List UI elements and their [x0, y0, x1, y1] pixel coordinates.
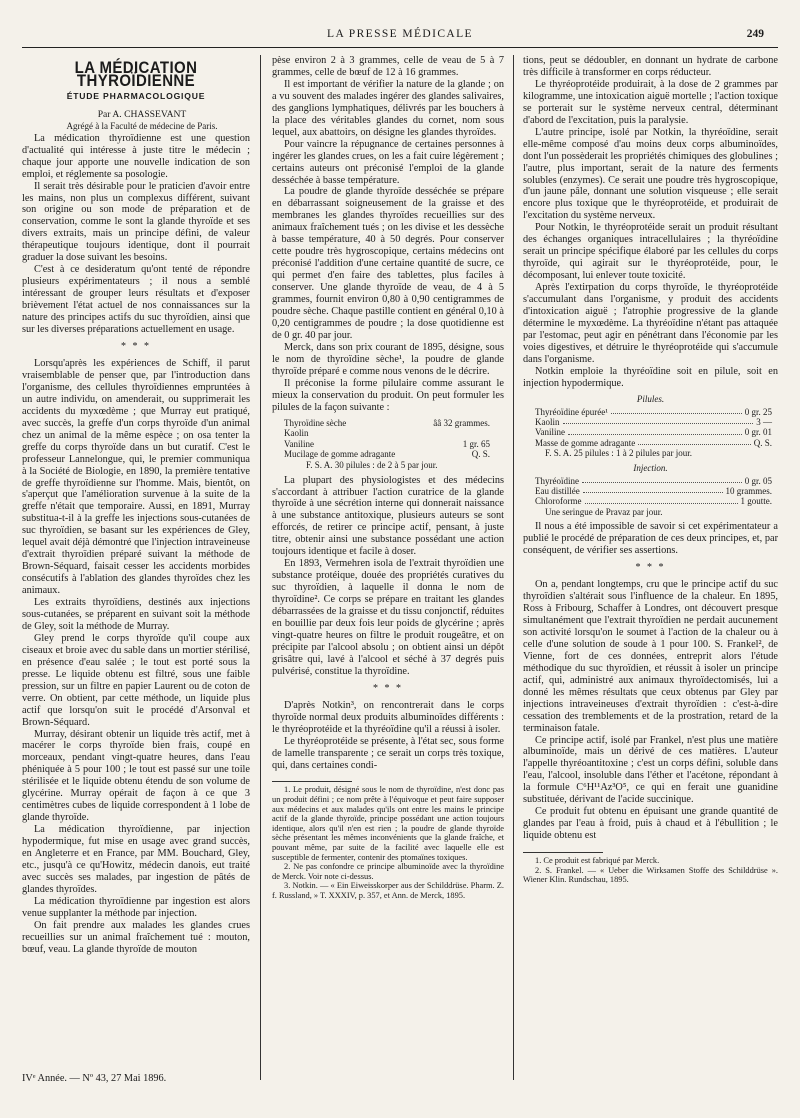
section-separator: * * *	[121, 340, 151, 352]
paragraph: On a, pendant longtemps, cru que le principe actif du suc thyroïdien s'altérait sous l'influence de la chaleur. En 1895, Ross à Fribourg, Schaffer à Londres, ont découvert presque simultanément que l'extrait thyroïdien ne perdait aucunement son activité lorsqu'on le soumet à l'action de la chaleur ou à celle d'une solution de soude à 1 pour 100. S. Frankel², de Vienne, fort de ces données, entreprit alors l'étude méthodique du suc thyroïdien, et réussit à isoler un principe actif, qui, administré aux animaux thyroïdectomisés, lui a donné les mêmes résultats que ceux obtenus par Gley par injections intraveineuses d'extrait thyroïdien : c'est-à-dire cessation des tremblements et de la prostration, retard de la terminaison fatale.	[523, 579, 778, 734]
footnote-rule	[523, 852, 603, 853]
formula-row	[284, 439, 504, 450]
footnote: 2. S. Frankel. — « Ueber die Wirksamen Stoffe des Schilddrüse ». Wiener Klin. Rundschau, 1895.	[523, 865, 778, 885]
quantity: 0 gr. 25	[744, 406, 772, 417]
leader-dots	[583, 486, 723, 493]
paragraph: La médication thyroïdienne est une question d'actualité qui intéresse à juste titre le médecin ; chaque jour apporte une nouvelle indication de son emploi, et réglemente sa posologie.	[22, 132, 250, 180]
paragraph: Il serait très désirable pour le praticien d'avoir entre les mains, non plus un complexus différent, suivant son origine ou son mode de préparation et de conservation, comme le sont la glande thyroïde et ses divers extraits, mais un principe défini, de valeur thérapeutique toujours identique, dont il pourrait graduer la dose suivant les besoins.	[22, 180, 250, 264]
quantity: 3 —	[756, 417, 772, 428]
paragraph: Il est important de vérifier la nature de la glande ; on a vu souvent des malades ingérer des glandes salivaires, des ganglions lymphatiques, délivrés par les bouchers à la place des véritables glandes du cornet, nom sous lequel, aux abattoirs, on désigne les glandes thyroïdes.	[272, 78, 504, 138]
paragraph: tions, peut se dédoubler, en donnant un hydrate de carbone très difficile à transformer en corps réducteur.	[523, 55, 778, 78]
paragraph: Après l'extirpation du corps thyroïde, le thyréoprotéide s'accumulant dans l'organisme, y produit des accidents d'intoxication aiguë ; l'atrophie progressive de la glande détermine le myxœdème. La thyréoïdine n'étant pas attaquée par l'estomac, peut agir en pénétrant dans l'économie par les voies digestives, et détruire le thyréoprotéide qui s'accumule dans l'organisme.	[523, 282, 778, 365]
formula-quantity: 1 gr. 65	[462, 438, 490, 449]
ingredient: Eau distillée	[535, 486, 580, 497]
formula-ingredient: Vaniline	[284, 438, 314, 449]
paragraph: La médication thyroïdienne par ingestion est alors venue supplanter la méthode par injection.	[22, 895, 250, 919]
formula-brace-value: ââ 32 grammes.	[433, 417, 490, 428]
paragraph: Notkin emploie la thyréoïdine soit en pilule, soit en injection hypodermique.	[523, 365, 778, 389]
leader-dots	[585, 496, 738, 503]
ingredient: Kaolin	[535, 417, 560, 428]
column-3	[523, 55, 778, 1080]
paragraph: L'autre principe, isolé par Notkin, la thyréoïdine, serait elle-même composé d'au moins deux corps albuminoïdes, dont l'un possèderait les propriétés chimiques des globulines ; l'autre, plus important, serait de la nature des ferments solubles (enzymes). Ce serait une poudre très hygroscopique, d'un jaune pâle, donnant une solution visqueuse ; elle serait encore plus toxique que le thyréoprotéide, et produirait de l'excitation du système nerveux.	[523, 126, 778, 222]
footnote: 1. Ce produit est fabriqué par Merck.	[535, 856, 660, 866]
running-title: LA PRESSE MÉDICALE	[327, 28, 473, 40]
formula-row	[284, 449, 504, 460]
paragraph: Pour vaincre la répugnance de certaines personnes à ingérer les glandes crues, on les a fait cuire légèrement ; certains auteurs ont préconisé l'emploi de la glande desséchée à basse température.	[272, 138, 504, 186]
paragraph: Il préconise la forme pilulaire comme assurant le mieux la conservation du produit. On peut formuler les pilules de la façon suivante :	[272, 377, 504, 413]
issue-footer: IVᵉ Année. — Nº 43, 27 Mai 1896.	[22, 1073, 172, 1084]
paragraph: Les extraits thyroïdiens, destinés aux injections sous-cutanées, se préparent en suivant soit la méthode de Gley, soit la méthode de Murray.	[22, 597, 250, 632]
injection-note: Une seringue de Pravaz par jour.	[545, 506, 663, 517]
pilules-row	[535, 417, 772, 427]
article-title: LA MÉDICATION THYROÏDIENNE	[74, 58, 198, 91]
formula-row	[284, 428, 504, 439]
column-1	[22, 55, 250, 1080]
paragraph: En 1893, Vermehren isola de l'extrait thyroïdien une substance protéique, douée des propriétés curatives du suc thyroïdien, à laquelle il donna le nom de thyroïdine². Ce corps se prépare en traitant les glandes débarrassées de la graisse et du tissu conjonctif, réduites en bouillie par deux fois leur poids de glycérine ; après vingt-quatre heures on filtre le produit rougeâtre, et on précipite par l'alcool absolu ; on obtient ainsi un dépôt grisâtre qui, lavé à l'alcool et séché à 37 degrés puis pulvérisé, constitue la thyroïdine.	[272, 558, 504, 677]
paragraph: Il nous a été impossible de savoir si cet expérimentateur a publié le procédé de préparation de ces deux principes, et, par conséquent, de vérifier ses assertions.	[523, 521, 778, 557]
paragraph: Le thyréoprotéide produirait, à la dose de 2 grammes par kilogramme, une intoxication aiguë mortelle ; l'action toxique se porterait sur le système nerveux central, déterminant d'abord de l'excitation, puis la paralysie.	[523, 78, 778, 126]
section-separator: * * *	[635, 562, 666, 574]
formula-ingredient: Thyroïdine sèche	[284, 417, 347, 428]
paragraph: Pour Notkin, le thyréoprotéide serait un produit résultant des échanges organiques intracellulaires ; la thyréoïdine serait un principe spécifique élaboré par les cellules du corps thyroïde, qui agirait sur le thyréoprotéide, pour, le décomposant, lui enlever toute toxicité.	[523, 222, 778, 282]
column-divider	[513, 55, 514, 1080]
leader-dots	[638, 438, 751, 445]
formula-quantity: Q. S.	[471, 449, 490, 460]
quantity: Q. S.	[753, 437, 772, 448]
leader-dots	[582, 476, 742, 483]
paragraph: Lorsqu'après les expériences de Schiff, il parut vraisemblable de penser que, par l'introduction dans l'organisme, des cellules thyroïdiennes empruntées à un autre individu, on amenderait, ou supprimerait les accidents du myxœdème ; que Murray eut pratiqué, avec succès, la greffe d'un corps thyroïde d'un animal chez un animal de la même espèce ; on osa tenter la greffe du corps thyroïde dans un but curatif. C'est le professeur Lannelongue, qui, le premier communiqua à la Société de Biologie, en 1890, la première tentative de greffe thyroïdienne sur l'homme. Mais, bientôt, on s'aperçut que l'amélioration survenue à la suite de la greffe n'était que temporaire. Aussi, en 1891, Murray substitua-t-il à la greffe les injections sous-cutanées de suc thyroïdien, se basant sur les expériences de Gley, lequel avait déjà démontré que l'injection intraveineuse d'extrait thyroïdien préparé suivant la méthode de Brown-Séquard, faisait cesser les accidents morbides consécutifs à l'ablation des glandes thyroïdes chez les animaux.	[22, 357, 250, 597]
injection-title: Injection.	[633, 462, 668, 473]
quantity: 1 goutte.	[740, 496, 772, 507]
paragraph: On fait prendre aux malades les glandes crues recueillies sur un animal fraîchement tué : mouton, bœuf, veau. La glande thyroïde de mouton	[22, 919, 250, 955]
paragraph: Le thyréoprotéide se présente, à l'état sec, sous forme de lamelle transparente ; ce serait un corps très toxique, qui, dans certaines condi-	[272, 735, 504, 771]
injection-row	[535, 496, 772, 506]
quantity: 0 gr. 01	[744, 427, 772, 438]
pilules-row	[535, 427, 772, 437]
paragraph: Ce produit fut obtenu en épuisant une grande quantité de glandes par l'eau à froid, puis à chaud et à l'ébullition ; le liquide obtenu est	[523, 806, 778, 842]
column-2	[272, 55, 504, 1080]
injection-row	[535, 486, 772, 496]
column-divider	[260, 55, 261, 1080]
section-separator: * * *	[373, 682, 403, 694]
paragraph: La plupart des physiologistes et des médecins s'accordant à attribuer l'action curatrice de la glande thyroïde à une sécrétion interne qui donnerait naissance à une substance antitoxique, plusieurs auteurs se sont efforcés, de retirer ce principe actif, pensant, à juste titre, obtenir ainsi une substance possédant une action toujours identique et facile à doser.	[272, 474, 504, 558]
ingredient: Thyréoïdine épurée¹	[535, 406, 608, 417]
formula-row	[284, 418, 504, 429]
injection-row	[535, 476, 772, 486]
ingredient: Masse de gomme adragante	[535, 437, 636, 448]
quantity: 10 grammes.	[725, 486, 772, 497]
article-affiliation: Agrégé à la Faculté de médecine de Paris.	[66, 120, 218, 131]
running-header	[0, 28, 800, 44]
footnote: 3. Notkin. — « Ein Eiweisskorper aus der Schilddrüse. Pharm. Z. f. Russland, » T. XXXIV, p. 357, et Ann. de Merck, 1895.	[272, 881, 504, 901]
paragraph: pèse environ 2 à 3 grammes, celle de veau de 5 à 7 grammes, celle de bœuf de 12 à 16 grammes.	[272, 55, 504, 78]
formula-ingredient: Mucilage de gomme adragante	[284, 449, 396, 460]
article-author: Par A. CHASSEVANT	[97, 108, 187, 120]
paragraph: C'est à ce desideratum qu'ont tenté de répondre plusieurs expérimentateurs ; il nous a semblé intéressant de grouper leurs résultats et d'exposer brièvement l'état actuel de nos connaissances sur la nature des principes actifs du suc thyroïdien, ainsi que sur les diverses préparations actuellement en usage.	[22, 264, 250, 336]
footnote: 2. Ne pas confondre ce principe albuminoïde avec la thyroïdine de Merck. Voir note ci-dessus.	[272, 862, 504, 881]
paragraph: La poudre de glande thyroïde desséchée se prépare en débarrassant soigneusement de la graisse et des membranes les glandes thyroïdes recueillies sur des animaux fraîchement tués ; on les divise et les dessèche à basse température, 40 à 50 degrés. Pour conserver cette poudre très hygroscopique, certains médecins ont préconisé l'addition d'une certaine quantité de sucre, ce qui permet d'en faire des tablettes, plus faciles à conserver. Une glande thyroïde de veau, de 4 à 5 grammes, fournit environ 0,80 à 0,90 centigrammes de poudre sèche. Chaque pastille contient en général 0,10 à 0,20 centigrammes de poudre ; la dose quotidienne est de 0 gr. 40 par jour.	[272, 186, 504, 341]
pilules-note: F. S. A. 25 pilules : 1 à 2 pilules par jour.	[545, 448, 693, 459]
paragraph: D'après Notkin³, on rencontrerait dans le corps thyroïde normal deux produits albuminoïdes différents : le thyréoprotéide et la thyréoïdine qu'il a réussi à isoler.	[272, 699, 504, 735]
paragraph: Ce principe actif, isolé par Frankel, n'est plus une matière albuminoïde, mais un dérivé de ces matières. L'auteur l'appelle thyréoantitoxine ; c'est un corps défini, soluble dans l'eau, l'alcool, insoluble dans l'éther et l'acétone, répondant à la formule C⁶H¹¹Az³O⁵, ce qui en ferait une guanidine substituée, dérivant de l'acide succinique.	[523, 734, 778, 806]
pilules-title: Pilules.	[636, 393, 665, 404]
paragraph: Murray, désirant obtenir un liquide très actif, met à macérer le corps thyroïde bien frais, coupé en morceaux, pendant vingt-quatre heures, dans l'eau phéniquée à 5 pour 100 ; le tout est passé sur une toile stérilisée et le liquide obtenu étendu de son volume de glycérine. Murray opérait de façon à ce que 3 centimètres cubes de liquide correspondent à 1 lobe de glande thyroïde.	[22, 728, 250, 824]
paragraph: La médication thyroïdienne, par injection hypodermique, fut mise en usage avec grand succès, en Angleterre et en France, par MM. Bouchard, Gley, etc., jusqu'à ce qu'Howitz, médecin danois, eut traité avec succès ses malades, par ingestion de pâtés de glandes thyroïdes.	[22, 824, 250, 895]
quantity: 0 gr. 05	[744, 475, 772, 486]
footnote-rule	[272, 781, 352, 782]
formula-ingredient: Kaolin	[284, 428, 309, 439]
leader-dots	[611, 407, 742, 414]
article-subtitle: ÉTUDE PHARMACOLOGIQUE	[66, 90, 206, 101]
page-number: 249	[746, 28, 764, 40]
ingredient: Thyréoïdine	[535, 475, 579, 486]
pill-formula	[284, 418, 504, 471]
paragraph: Gley prend le corps thyroïde qu'il coupe aux ciseaux et broie avec du sable dans un mortier stérilisé, en présence d'eau salée ; le tout est porté sous la presse. Le liquide obtenu est filtré, sous une faible pression, sur un filtre en papier Laurent ou de coton de verre. On obtient, par cette méthode, un liquide plus actif que lorsqu'on suit le procédé d'Arsonval et Brown-Séquard.	[22, 632, 250, 728]
footnote: 1. Le produit, désigné sous le nom de thyroïdine, n'est donc pas un produit défini ; ce nom prête à l'équivoque et peut faire supposer aux médecins et aux malades qu'ils ont entre les mains le principe actif de la glande thyroïde, principe possédant une action toujours identique, alors qu'il n'en est rien ; la poudre de glande thyroïde sèche présentant les mêmes inconvénients que la glande fraîche, et pouvant même, par suite de la facilité avec laquelle elle est susceptible de fermenter, contenir des ptomaïnes toxiques.	[272, 785, 504, 862]
paragraph: Merck, dans son prix courant de 1895, désigne, sous le nom de thyroïdine sèche¹, la poudre de glande thyroïde préparé e comme nous venons de le décrire.	[272, 341, 504, 377]
header-rule	[22, 47, 778, 48]
formula-note: F. S. A. 30 pilules : de 2 à 5 par jour.	[306, 459, 438, 470]
pilules-row	[535, 407, 772, 417]
leader-dots	[568, 427, 742, 434]
pilules-row	[535, 438, 772, 448]
leader-dots	[563, 417, 754, 424]
ingredient: Chloroforme	[535, 496, 582, 507]
ingredient: Vaniline	[535, 427, 565, 438]
